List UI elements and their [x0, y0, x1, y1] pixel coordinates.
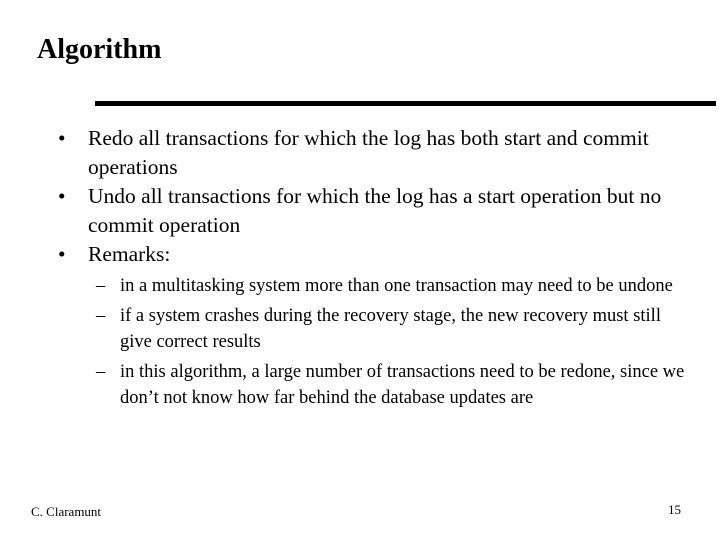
footer-author: C. Claramunt	[31, 504, 102, 519]
bullet-marker: •	[58, 242, 66, 266]
title-divider	[95, 101, 716, 106]
page-number: 15	[668, 502, 681, 517]
sub-bullet-item	[0, 303, 685, 355]
bullet-text: Remarks:	[88, 242, 171, 266]
bullet-text: Redo all transactions for which the log has both start and commit operations	[88, 126, 649, 179]
bullet-item	[0, 182, 668, 240]
slide-body	[0, 124, 720, 411]
bullet-item	[0, 240, 668, 269]
sub-bullet-marker: –	[96, 276, 106, 296]
sub-bullet-text: if a system crashes during the recovery stage, the new recovery must still give correct results	[120, 306, 661, 352]
sub-bullet-text: in a multitasking system more than one transaction may need to be undone	[120, 276, 673, 296]
bullet-item	[0, 124, 668, 182]
sub-bullet-text: in this algorithm, a large number of transactions need to be redone, since we don’t not know how far behind the database updates are	[120, 362, 685, 408]
bullet-marker: •	[58, 126, 66, 150]
slide-title: Algorithm	[37, 34, 162, 65]
sub-bullet-item	[0, 359, 685, 411]
sub-bullet-item	[0, 273, 685, 299]
sub-bullet-marker: –	[96, 362, 106, 382]
bullet-text: Undo all transactions for which the log has a start operation but no commit operation	[88, 184, 662, 237]
sub-bullet-marker: –	[96, 306, 106, 326]
bullet-marker: •	[58, 184, 66, 208]
